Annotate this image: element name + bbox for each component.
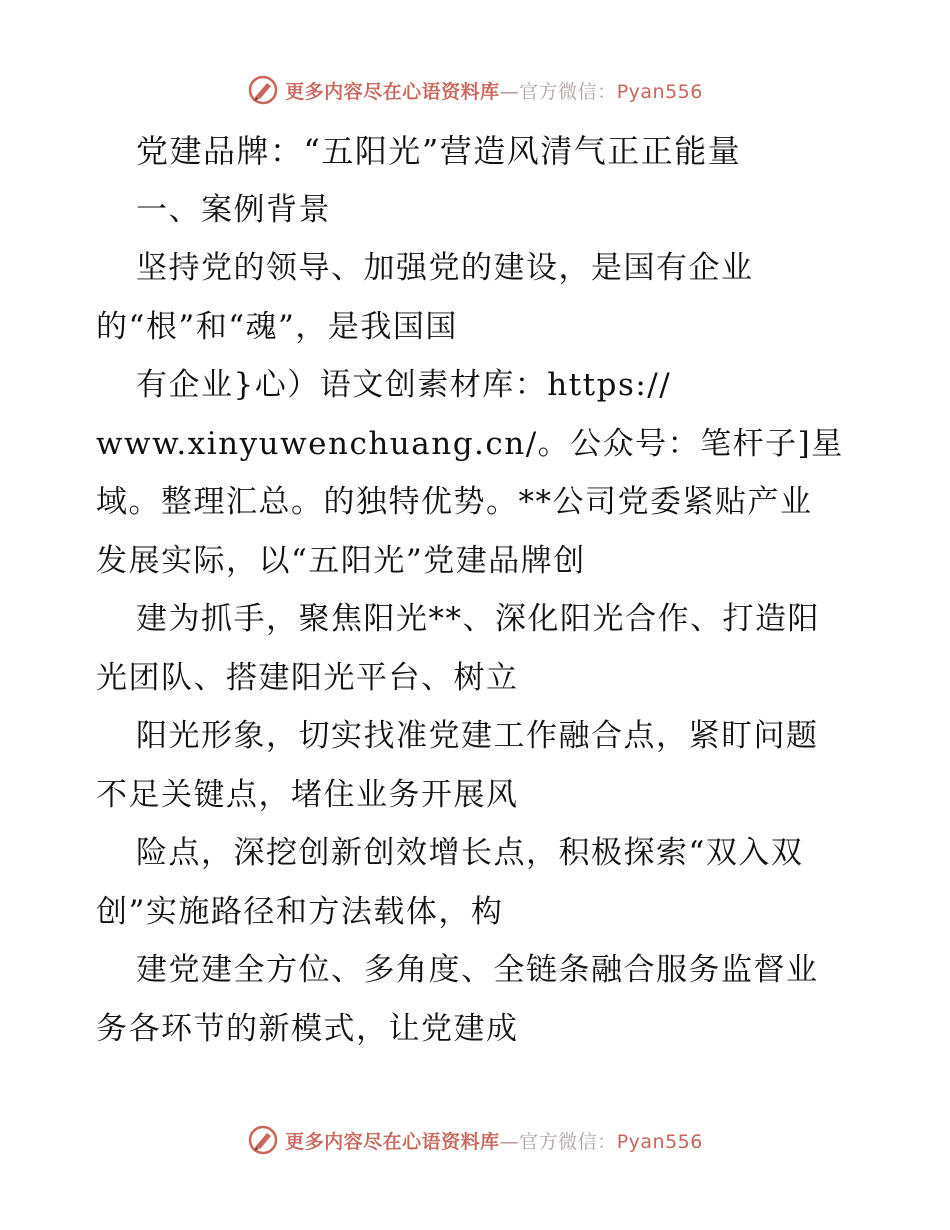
watermark-wechat-label: 官方微信：: [519, 1130, 617, 1153]
paragraph-line: 建党建全方位、多角度、全链条融合服务监督业: [136, 952, 819, 988]
paragraph-line: 险点，深挖创新创效增长点，积极探索“双入双: [136, 835, 804, 871]
paragraph-line: 坚持党的领导、加强党的建设，是国有企业: [136, 250, 754, 286]
watermark-wechat-id: Pyan556: [616, 1130, 703, 1153]
watermark-text: [285, 77, 703, 104]
document-body: [96, 122, 856, 1058]
watermark-dash: —: [499, 1130, 520, 1153]
watermark-wechat-label: 官方微信：: [519, 80, 617, 103]
paragraph-line: 建为抓手，聚焦阳光**、深化阳光合作、打造阳: [136, 601, 820, 637]
document-title: 党建品牌：“五阳光”营造风清气正正能量: [136, 132, 742, 170]
paragraph-line: 光团队、搭建阳光平台、树立: [96, 659, 519, 696]
paragraph-line: 阳光形象，切实找准党建工作融合点，紧盯问题: [136, 718, 819, 754]
paragraph-line: www.xinyuwenchuang.cn/。公众号：笔杆子]星: [96, 425, 844, 462]
paragraph-line: 创”实施路径和方法载体，构: [96, 893, 504, 930]
paragraph-line: 有企业}心）语文创素材库：https://: [136, 367, 672, 403]
section-heading: 一、案例背景: [136, 191, 331, 228]
paragraph-line: 不足关键点，堵住业务开展风: [96, 776, 519, 813]
watermark-main: 更多内容尽在心语资料库: [285, 80, 500, 103]
watermark-wechat-id: Pyan556: [616, 80, 703, 103]
footer-watermark: [0, 1122, 950, 1158]
pen-logo-icon: [247, 1124, 279, 1156]
watermark-dash: —: [499, 80, 520, 103]
watermark-main: 更多内容尽在心语资料库: [285, 1130, 500, 1153]
watermark-text: [285, 1127, 703, 1154]
header-watermark: [0, 72, 950, 108]
paragraph-line: 的“根”和“魂”，是我国国: [96, 308, 458, 345]
paragraph-line: 域。整理汇总。的独特优势。**公司党委紧贴产业: [96, 484, 813, 520]
paragraph-line: 发展实际，以“五阳光”党建品牌创: [96, 542, 586, 579]
paragraph-line: 务各环节的新模式，让党建成: [96, 1010, 519, 1047]
pen-logo-icon: [247, 74, 279, 106]
